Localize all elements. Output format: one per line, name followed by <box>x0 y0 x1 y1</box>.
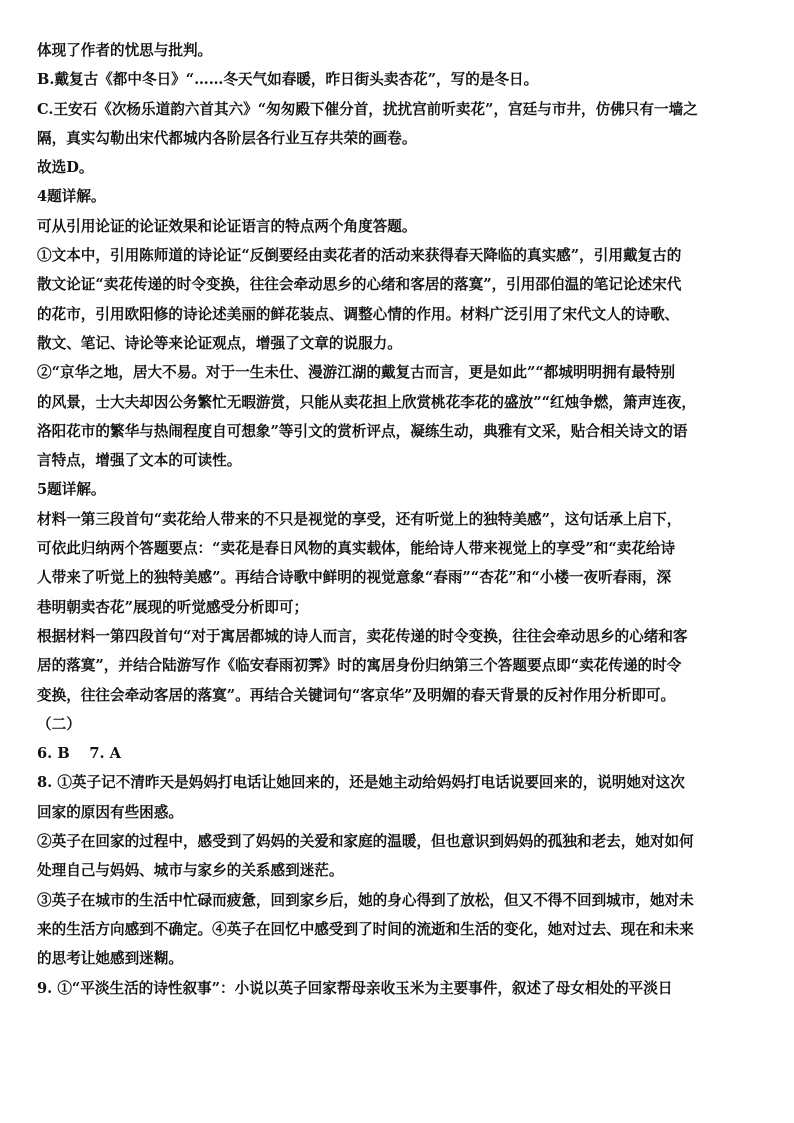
text-line: 的思考让她感到迷糊。 <box>37 950 183 968</box>
section-heading: 4题详解。 <box>37 188 106 206</box>
text-line: 的风景，士大夫却因公务繁忙无暇游赏，只能从卖花担上欣赏桃花李花的盛放”“红烛争燃，箫声连夜， <box>37 393 696 411</box>
text-line: 8. ①英子记不清昨天是妈妈打电话让她回来的，还是她主动给妈妈打电话说要回来的，说明她对这次 <box>37 774 685 792</box>
text-line: 散文、笔记、诗论等来论证观点，增强了文章的说服力。 <box>37 334 402 352</box>
text-line: ①文本中，引用陈师道的诗论证“反倒要经由卖花者的活动来获得春天降临的真实感”，引用戴复古的 <box>37 247 682 265</box>
document-page <box>37 36 765 1003</box>
text-line: B.戴复古《都中冬日》“……冬天气如春暖，昨日街头卖杏花”，写的是冬日。 <box>37 71 539 89</box>
text-line: 处理自己与妈妈、城市与家乡的关系感到迷茫。 <box>37 862 344 880</box>
text-line: 居的落寞”，并结合陆游写作《临安春雨初霁》时的寓居身份归纳第三个答题要点即“卖花传递的时令 <box>37 657 682 675</box>
text-line: 的花市，引用欧阳修的诗论述美丽的鲜花装点、调整心情的作用。材料广泛引用了宋代文人的诗歌、 <box>37 305 680 323</box>
text-line: 回家的原因有些困惑。 <box>37 803 183 821</box>
section-heading: （二） <box>37 715 81 733</box>
text-line: ②英子在回家的过程中，感受到了妈妈的关爱和家庭的温暖，但也意识到妈妈的孤独和老去，她对如何 <box>37 833 694 851</box>
text-line: 材料一第三段首句“卖花给人带来的不只是视觉的享受，还有听觉上的独特美感”，这句话承上启下， <box>37 510 682 528</box>
answer-line: 6. B 7. A <box>37 745 121 763</box>
text-line: ②“京华之地，居大不易。对于一生未仕、漫游江湖的戴复古而言，更是如此”“都城明明拥有最特别 <box>37 364 676 382</box>
text-line: 隔，真实勾勒出宋代都城内各阶层各行业互存共荣的画卷。 <box>37 129 417 147</box>
text-line: 洛阳花市的繁华与热闹程度自可想象”等引文的赏析评点，凝练生动，典雅有文采，贴合相关诗文的语 <box>37 422 688 440</box>
text-line: 巷明朝卖杏花”展现的听觉感受分析即可； <box>37 598 309 616</box>
text-line: 言特点，增强了文本的可读性。 <box>37 452 242 470</box>
text-line: ③英子在城市的生活中忙碌而疲惫，回到家乡后，她的身心得到了放松，但又不得不回到城市，她对未 <box>37 891 694 909</box>
text-line: 人带来了听觉上的独特美感”。再结合诗歌中鲜明的视觉意象“春雨”“杏花”和“小楼一夜听春雨，深 <box>37 569 672 587</box>
text-line: 散文论证“卖花传递的时令变换，往往会牵动思乡的心绪和客居的落寞”，引用邵伯温的笔记论述宋代 <box>37 276 682 294</box>
text-line: C.王安石《次杨乐道韵六首其六》“匆匆殿下催分首，扰扰宫前听卖花”，宫廷与市井，仿佛只有一墙之 <box>37 100 698 118</box>
text-line: 故选D。 <box>37 159 94 177</box>
text-line: 可从引用论证的论证效果和论证语言的特点两个角度答题。 <box>37 217 417 235</box>
text-line: 变换，往往会牵动客居的落寞”。再结合关键词句“客京华”及明媚的春天背景的反衬作用分析即可。 <box>37 686 676 704</box>
text-line: 9. ①“平淡生活的诗性叙事”：小说以英子回家帮母亲收玉米为主要事件，叙述了母女相处的平淡日 <box>37 979 673 997</box>
text-line: 可依此归纳两个答题要点：“卖花是春日风物的真实载体，能给诗人带来视觉上的享受”和“卖花给诗 <box>37 540 676 558</box>
text-line: 来的生活方向感到不确定。④英子在回忆中感受到了时间的流逝和生活的变化，她对过去、现在和未来 <box>37 920 694 938</box>
text-line: 根据材料一第四段首句“对于寓居都城的诗人而言，卖花传递的时令变换，往往会牵动思乡的心绪和客 <box>37 627 688 645</box>
section-heading: 5题详解。 <box>37 481 106 499</box>
text-line: 体现了作者的忧思与批判。 <box>37 42 213 59</box>
